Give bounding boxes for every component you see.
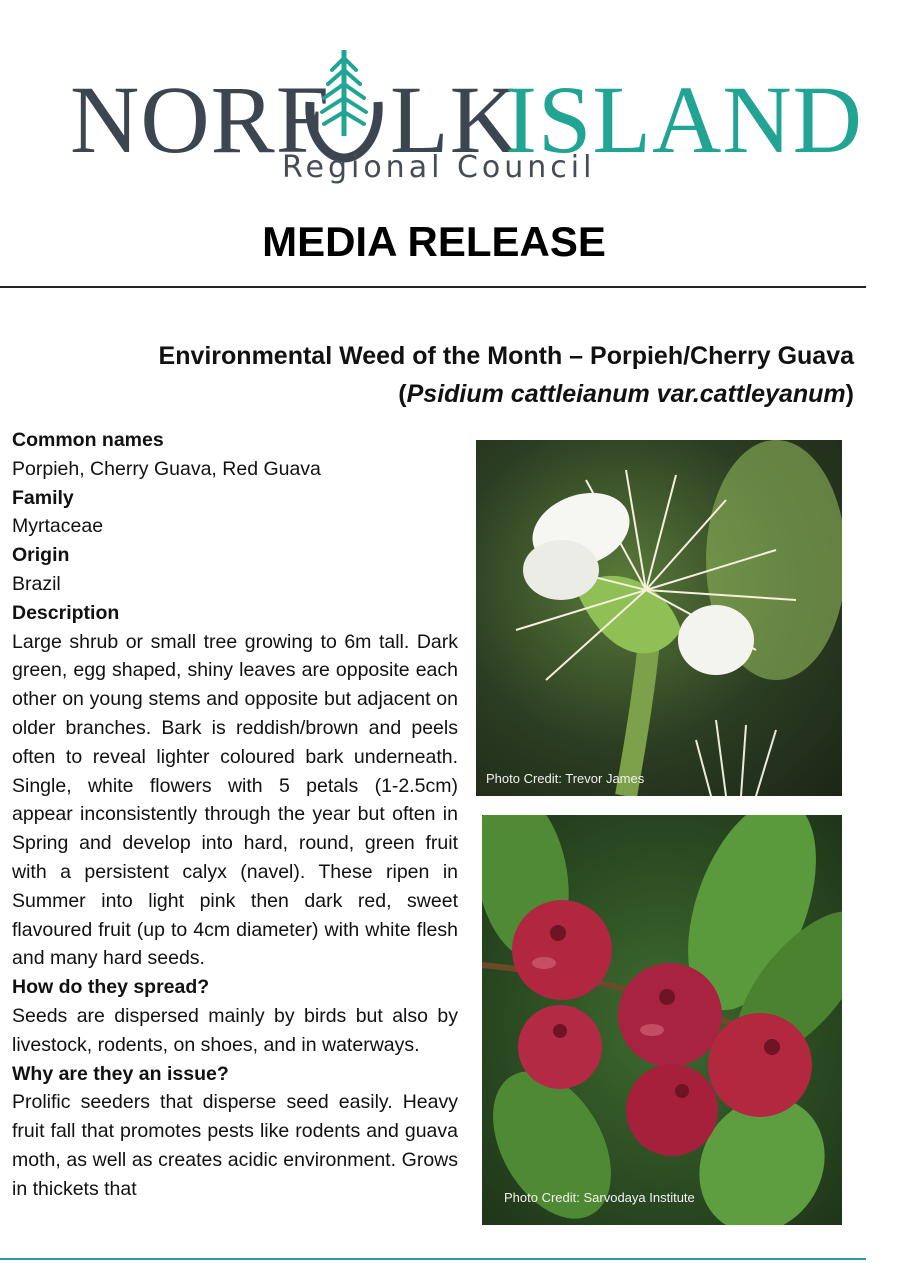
spread-heading: How do they spread? (12, 976, 210, 999)
scientific-name: Psidium cattleianum var.cattleyanum (406, 380, 846, 408)
norfolk-island-logo (0, 40, 900, 190)
description-text: Large shrub or small tree growing to 6m tall. Dark green, egg shaped, shiny leaves are opposite each other on young stems and opposite but adjacent on older branches. Bark is reddish/brown and peels often to reveal lighter coloured bark underneath. Single, white flowers with 5 petals (1-2.5cm) appear inconsistently through the year but often in Spring and develop into hard, round, green fruit with a persistent calyx (navel). These ripen in Summer into light pink then dark red, sweet flavoured fruit (up to 4cm diameter) with white flesh and many hard seeds. (12, 630, 458, 970)
flower-photo-credit: Photo Credit: Trevor James (486, 771, 645, 786)
article-title: Environmental Weed of the Month – Porpieh/Cherry Guava (158, 342, 854, 370)
logo-text-lk: LK (390, 66, 520, 173)
common-names-heading: Common names (12, 429, 164, 451)
issue-text: Prolific seeders that disperse seed easily. Heavy fruit fall that promotes pests like rodents and guava moth, as well as creates acidic environment. Grows in thickets that (12, 1091, 458, 1200)
fruit-photo-credit: Photo Credit: Sarvodaya Institute (504, 1190, 695, 1205)
origin-heading: Origin (12, 544, 70, 567)
flower-photo (476, 440, 842, 796)
fruit-illustration (482, 815, 842, 1225)
paren-open: ( (398, 380, 407, 408)
family-text: Myrtaceae (12, 515, 104, 538)
paren-close: ) (845, 380, 854, 408)
article-body (12, 426, 458, 1204)
fruit-photo (482, 815, 842, 1225)
scientific-name-line (398, 380, 854, 409)
issue-heading: Why are they an issue? (12, 1062, 229, 1085)
footer-divider (0, 1258, 866, 1260)
description-heading: Description (12, 601, 120, 624)
logo-text-norf: NORF (70, 66, 331, 173)
flower-illustration (476, 440, 842, 796)
media-release-heading: MEDIA RELEASE (262, 218, 606, 265)
family-heading: Family (12, 486, 74, 509)
common-names-text: Porpieh, Cherry Guava, Red Guava (12, 457, 321, 480)
header-divider (0, 286, 866, 288)
logo-text-island: ISLAND (505, 66, 863, 173)
spread-text: Seeds are dispersed mainly by birds but also by livestock, rodents, on shoes, and in waterways. (12, 1004, 458, 1056)
logo-subtitle: Regional Council (282, 150, 596, 185)
origin-text: Brazil (12, 572, 61, 595)
